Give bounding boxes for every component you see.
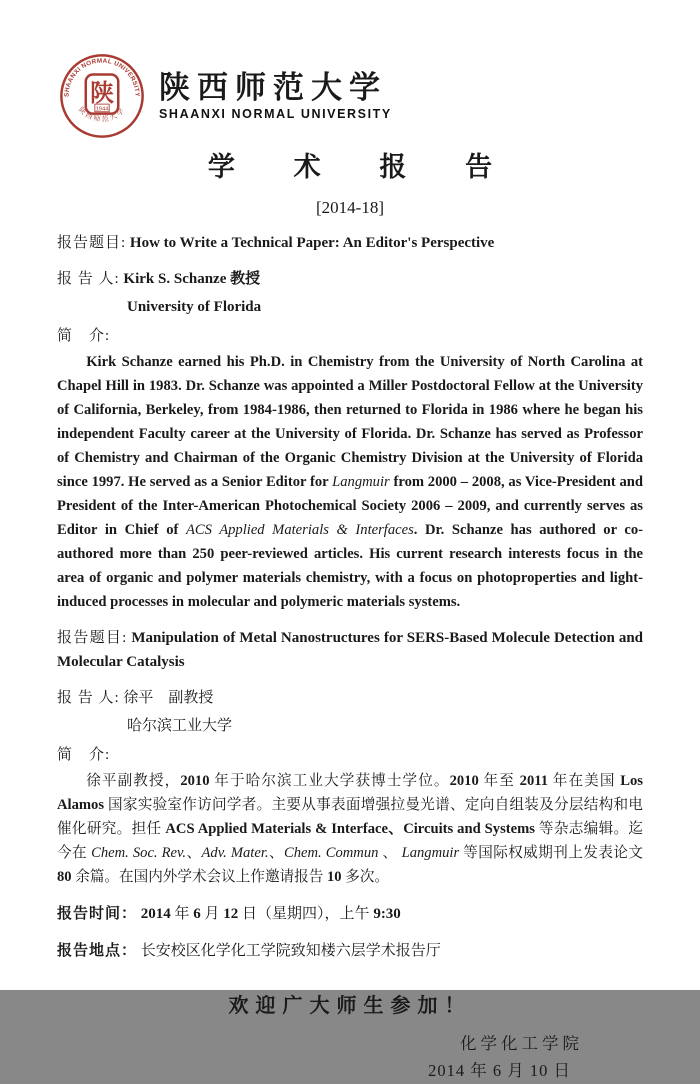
talk2-title-label: 报告题目: [57, 630, 128, 646]
talk2-speaker-bio: 徐平副教授，2010 年于哈尔滨工业大学获博士学位。2010 年至 2011 年在美国 Los Alamos 国家实验室作访问学者。主要从事表面增强拉曼光谱、定向自组装及分层结构和电催化研究。担任 ACS Applied Materials & Interface、Circuits and Systems 等杂志编辑。迄今在 Chem. Soc. Rev.、Adv. Mater.、Chem. Commun 、 Langmuir 等国际权威期刊上发表论文 80 余篇。在国内外学术会议上作邀请报告 10 多次。 [57, 773, 643, 885]
talk1-bio-label: 简 介: [57, 328, 111, 344]
talk2-speaker-name: 徐平 副教授 [123, 690, 214, 706]
masthead [59, 52, 643, 140]
talk1-speaker-name: Kirk S. Schanze 教授 [123, 271, 261, 287]
seal-year: 1944 [95, 106, 109, 113]
university-seal-icon [59, 53, 145, 139]
university-name-chinese: 陕西师范大学 [159, 69, 387, 105]
announcement-number: [2014-18] [316, 198, 384, 217]
talk2-speaker-affiliation: 哈尔滨工业大学 [127, 718, 233, 734]
talk1-title-label: 报告题目: [57, 235, 127, 251]
talk2-speaker-label: 报 告 人: [57, 690, 120, 706]
talk2-title: Manipulation of Metal Nanostructures for SERS-Based Molecule Detection and Molecular Catalysis [57, 630, 643, 670]
seal-ring-text-bottom: 陕西师范大学 [76, 105, 128, 124]
talk1-speaker-label: 报 告 人: [57, 271, 120, 287]
signature-department: 化学化工学院 [460, 1034, 583, 1053]
welcome-line: 欢迎广大师生参加！ [228, 995, 472, 1017]
talk1-title: How to Write a Technical Paper: An Editor's Perspective [129, 235, 495, 251]
lecture-time-label: 报告时间： [57, 906, 138, 922]
talk2-speaker-row [57, 686, 643, 710]
talk-section-1 [57, 231, 643, 614]
lecture-place-value: 长安校区化学化工学院致知楼六层学术报告厅 [140, 943, 441, 959]
lecture-time-row [57, 902, 643, 926]
talk1-speaker-affiliation: University of Florida [127, 299, 262, 315]
lecture-place-label: 报告地点： [57, 943, 138, 959]
talk2-title-row [57, 626, 643, 674]
signature-date: 2014 年 6 月 10 日 [428, 1061, 571, 1080]
lecture-place-row [57, 939, 643, 963]
page-title: 学 术 报 告 [207, 152, 519, 182]
lecture-time-value: 2014 年 6 月 12 日（星期四），上午 9:30 [140, 906, 401, 922]
talk1-speaker-row [57, 267, 643, 291]
talk1-speaker-bio: Kirk Schanze earned his Ph.D. in Chemistry from the University of North Carolina at Chapel Hill in 1983. Dr. Schanze was appointed a Miller Postdoctoral Fellow at the University of California, Berkeley, from 1984-1986, then returned to Florida in 1986 where he began his independent Faculty career at the University of Florida. Dr. Schanze has served as Professor of Chemistry and Chairman of the Organic Chemistry Division at the University of Florida since 1997. He served as a Senior Editor for Langmuir from 2000 – 2008, as Vice-President and President of the Inter-American Photochemical Society 2006 – 2009, and currently serves as Editor in Chief of ACS Applied Materials & Interfaces. Dr. Schanze has authored or co-authored more than 250 peer-reviewed articles. His current research interests focus in the area of organic and polymer materials chemistry, with a focus on photoproperties and light-induced processes in molecular and polymeric materials systems. [57, 354, 643, 610]
talk1-title-row [57, 231, 643, 255]
talk-section-2 [57, 626, 643, 889]
seal-center-character: 陕 [90, 80, 114, 107]
seal-ring-text-top: SHAANXI NORMAL UNIVERSITY [63, 57, 141, 98]
university-name-block [159, 70, 392, 123]
talk2-bio-label: 简 介: [57, 747, 111, 763]
university-name-english: SHAANXI NORMAL UNIVERSITY [159, 106, 392, 121]
